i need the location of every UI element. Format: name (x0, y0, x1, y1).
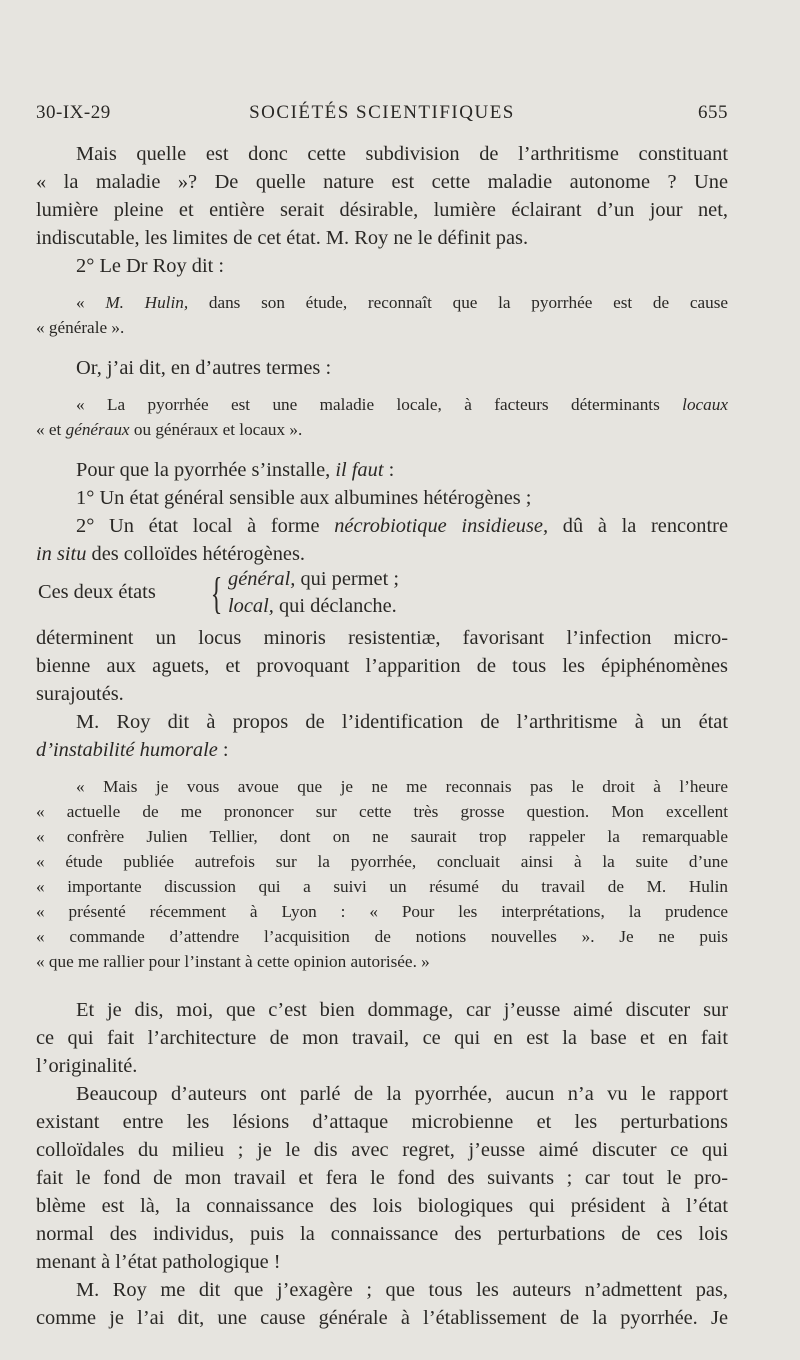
brace-label: Ces deux états (38, 581, 156, 603)
text-line (36, 899, 728, 924)
text-line (36, 1024, 728, 1052)
text-line (36, 949, 728, 974)
text-line (36, 1108, 728, 1136)
text-run: Mais quelle est donc cette subdivision de l’arthritisme constituant (76, 143, 728, 165)
italic-text: M. Hulin, (105, 293, 189, 312)
text-line (36, 456, 728, 484)
text-run: : (383, 459, 395, 481)
text-line (36, 315, 728, 340)
italic-text: locaux (682, 395, 728, 414)
text-run: « (76, 293, 106, 312)
header-date: 30-IX-29 (36, 102, 111, 123)
text-line (36, 224, 728, 252)
text-run: des colloïdes hétérogènes. (86, 543, 305, 565)
text-run: « présenté récemment à Lyon : « Pour les interprétations, la prudence (36, 902, 728, 921)
text-line (36, 799, 728, 824)
page-body (36, 140, 728, 1332)
text-run: « la maladie »? De quelle nature est cette maladie autonome ? Une (36, 171, 728, 193)
text-run: blème est là, la connaissance des lois biologiques qui président à l’état (36, 1195, 728, 1217)
text-run: « importante discussion qui a suivi un résumé du travail de M. Hulin (36, 877, 728, 896)
page-number: 655 (698, 102, 728, 123)
text-run: Et je dis, moi, que c’est bien dommage, car j’eusse aimé discuter sur (76, 999, 728, 1021)
text-run: « confrère Julien Tellier, dont on ne saurait trop rappeler la remarquable (36, 827, 728, 846)
text-run: Or, j’ai dit, en d’autres termes : (76, 357, 332, 379)
text-line (36, 392, 728, 417)
paragraph-gap (36, 280, 728, 290)
text-line (36, 512, 728, 540)
text-run: fait le fond de mon travail et fera le fond des suivants ; car tout le pro- (36, 1167, 728, 1189)
text-line (36, 196, 728, 224)
paragraph-gap (36, 382, 728, 392)
italic-text: in situ (36, 543, 87, 565)
italic-text: il faut (335, 459, 384, 481)
text-run: : (217, 739, 229, 761)
text-line (36, 1276, 728, 1304)
text-run: Pour que la pyorrhée s’installe, (76, 459, 336, 481)
text-line (36, 252, 728, 280)
italic-text: nécrobiotique insidieuse, (334, 515, 549, 537)
text-run: « Mais je vous avoue que je ne me reconnais pas le droit à l’heure (76, 777, 728, 796)
running-header (36, 102, 728, 132)
text-run: ou généraux et locaux ». (129, 420, 303, 439)
text-run: déterminent un locus minoris resistentiæ, favorisant l’infection micro- (36, 627, 728, 649)
text-line (36, 1304, 728, 1332)
header-title: SOCIÉTÉS SCIENTIFIQUES (249, 102, 515, 123)
text-line (36, 708, 728, 736)
text-line (36, 874, 728, 899)
text-run: « commande d’attendre l’acquisition de notions nouvelles ». Je ne puis (36, 927, 728, 946)
text-line (36, 736, 728, 764)
text-line (36, 1080, 728, 1108)
text-run: Beaucoup d’auteurs ont parlé de la pyorrhée, aucun n’a vu le rapport (76, 1083, 728, 1105)
text-run: « étude publiée autrefois sur la pyorrhée, concluait ainsi à la suite d’une (36, 852, 728, 871)
text-run: 1° Un état général sensible aux albumines hétérogènes ; (76, 487, 532, 509)
text-line (36, 774, 728, 799)
text-line (36, 354, 728, 382)
text-line (36, 924, 728, 949)
text-run: menant à l’état pathologique ! (36, 1251, 281, 1273)
text-run: « que me rallier pour l’instant à cette opinion autorisée. » (36, 952, 430, 971)
text-line (36, 680, 728, 708)
text-line (36, 484, 728, 512)
italic-text: généraux (65, 420, 130, 439)
text-run: indiscutable, les limites de cet état. M. Roy ne le définit pas. (36, 227, 529, 249)
paragraph-gap (36, 340, 728, 354)
text-line (36, 1220, 728, 1248)
text-run: « générale ». (36, 318, 125, 337)
text-line (36, 1248, 728, 1276)
paragraph-gap (36, 974, 728, 996)
brace-option-local: local, qui déclanche. (228, 595, 397, 617)
text-run: 2° Un état local à forme (76, 515, 335, 537)
text-line (36, 168, 728, 196)
text-run: colloïdales du milieu ; je le dis avec regret, j’eusse aimé discuter ce qui (36, 1139, 728, 1161)
text-run: M. Roy me dit que j’exagère ; que tous les auteurs n’admettent pas, (76, 1279, 728, 1301)
text-run: comme je l’ai dit, une cause générale à l’établissement de la pyorrhée. Je (36, 1307, 728, 1329)
text-run: bienne aux aguets, et provoquant l’apparition de tous les épiphénomènes (36, 655, 728, 677)
text-run: existant entre les lésions d’attaque microbienne et les perturbations (36, 1111, 728, 1133)
text-run: l’originalité. (36, 1055, 138, 1077)
text-run: « et (36, 420, 66, 439)
text-run: dû à la rencontre (548, 515, 728, 537)
text-line (36, 1164, 728, 1192)
text-run: M. Roy dit à propos de l’identification de l’arthritisme à un état (76, 711, 728, 733)
text-run: « La pyorrhée est une maladie locale, à facteurs déterminants (76, 395, 683, 414)
text-line (36, 624, 728, 652)
text-line (36, 652, 728, 680)
text-run: ce qui fait l’architecture de mon travail, ce qui en est la base et en fait (36, 1027, 728, 1049)
paragraph-gap (36, 442, 728, 456)
text-run: 2° Le Dr Roy dit : (76, 255, 225, 277)
brace-glyph: { (210, 569, 223, 618)
text-run: surajoutés. (36, 683, 124, 705)
brace-block (36, 568, 728, 624)
text-line (36, 996, 728, 1024)
text-run: « actuelle de me prononcer sur cette très grosse question. Mon excellent (36, 802, 728, 821)
text-line (36, 290, 728, 315)
brace-option-general: général, qui permet ; (228, 568, 400, 590)
text-line (36, 540, 728, 568)
text-line (36, 417, 728, 442)
text-line (36, 1192, 728, 1220)
text-line (36, 140, 728, 168)
text-line (36, 1136, 728, 1164)
text-line (36, 824, 728, 849)
text-run: normal des individus, puis la connaissance des perturbations de ces lois (36, 1223, 728, 1245)
italic-text: d’instabilité humorale (36, 739, 218, 761)
text-run: dans son étude, reconnaît que la pyorrhée est de cause (188, 293, 729, 312)
paragraph-gap (36, 764, 728, 774)
text-line (36, 849, 728, 874)
text-line (36, 1052, 728, 1080)
text-run: lumière pleine et entière serait désirable, lumière éclairant d’un jour net, (36, 199, 728, 221)
